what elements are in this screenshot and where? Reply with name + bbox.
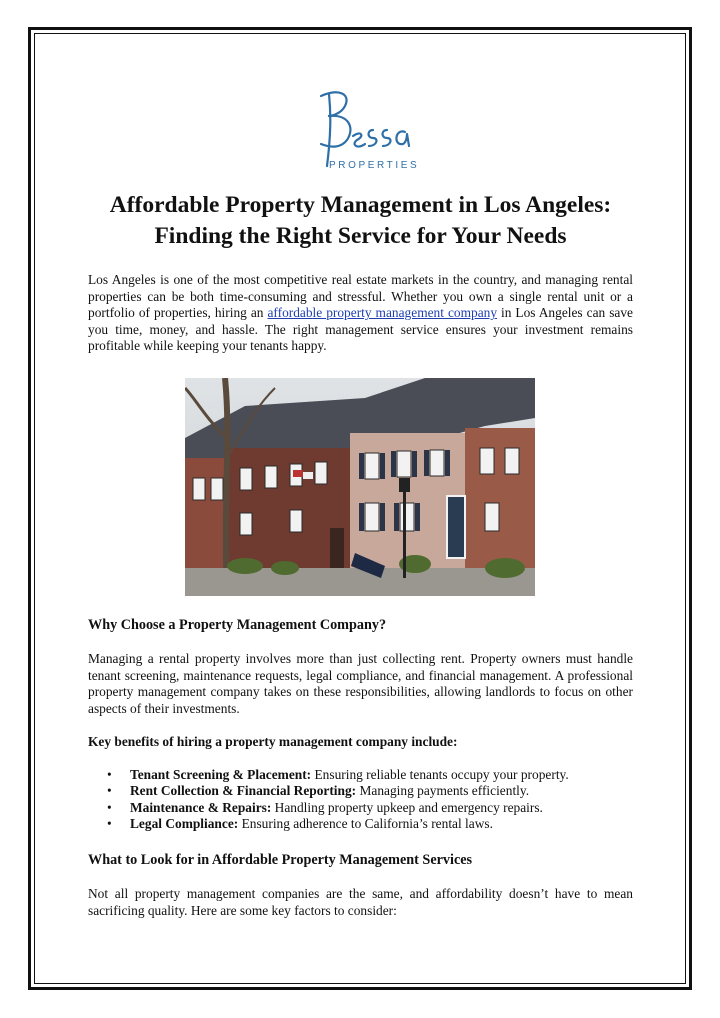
page-title: Affordable Property Management in Los Angeles: Finding the Right Service for Your Needs xyxy=(109,192,612,249)
section-heading-what-to-look-for: What to Look for in Affordable Property Management Services xyxy=(88,851,473,868)
list-item xyxy=(107,766,633,784)
list-item xyxy=(107,816,633,833)
intro-paragraph xyxy=(88,272,633,355)
benefits-list xyxy=(88,767,633,833)
section-paragraph-why-choose: Managing a rental property involves more than just collecting rent. Property owners must handle tenant screening, maintenance requests, legal compliance, and financial management. A professional property management company takes on these responsibilities, allowing landlords to focus on other aspects of their investments. xyxy=(88,650,633,716)
bessa-logo xyxy=(291,84,431,180)
section-heading-why-choose: Why Choose a Property Management Company? xyxy=(88,616,387,633)
benefit-title: Rent Collection & Financial Reporting: xyxy=(130,783,357,799)
benefit-text: Ensuring adherence to California’s rental laws. xyxy=(238,816,493,832)
benefit-text: Managing payments efficiently. xyxy=(356,783,530,799)
benefit-title: Maintenance & Repairs: xyxy=(130,799,272,815)
list-item xyxy=(107,799,633,817)
benefit-title: Tenant Screening & Placement: xyxy=(130,766,312,782)
intro-text-start: Los Angeles is one of the most competitive real estate markets in the country, and managing rental properties can be both time-consuming and stressful. Whether you own a single rental unit or a portfolio of properties, hiring an xyxy=(88,272,633,321)
section-paragraph-what-to-look-for: Not all property management companies are the same, and affordability doesn’t have to mean sacrificing quality. Here are some key factors to consider: xyxy=(88,885,633,918)
logo-subtext: PROPERTIES xyxy=(328,160,419,171)
townhouse-photo xyxy=(185,378,535,596)
benefit-text: Ensuring reliable tenants occupy your property. xyxy=(311,766,569,782)
affordable-property-management-link[interactable]: affordable property management company xyxy=(267,305,498,321)
benefit-title: Legal Compliance: xyxy=(130,816,239,832)
bullet-icon: • xyxy=(107,783,112,799)
list-item xyxy=(107,783,633,800)
bullet-icon: • xyxy=(107,799,112,815)
bullet-icon: • xyxy=(107,766,112,782)
key-benefits-heading: Key benefits of hiring a property management company include: xyxy=(88,734,458,750)
document-body xyxy=(88,80,633,919)
bullet-icon: • xyxy=(107,816,112,832)
intro-text-end: in Los Angeles can save you time, money, and hassle. The right management service ensures your investment remains profitable while keeping your tenants happy. xyxy=(88,305,633,354)
benefit-text: Handling property upkeep and emergency repairs. xyxy=(271,799,543,815)
